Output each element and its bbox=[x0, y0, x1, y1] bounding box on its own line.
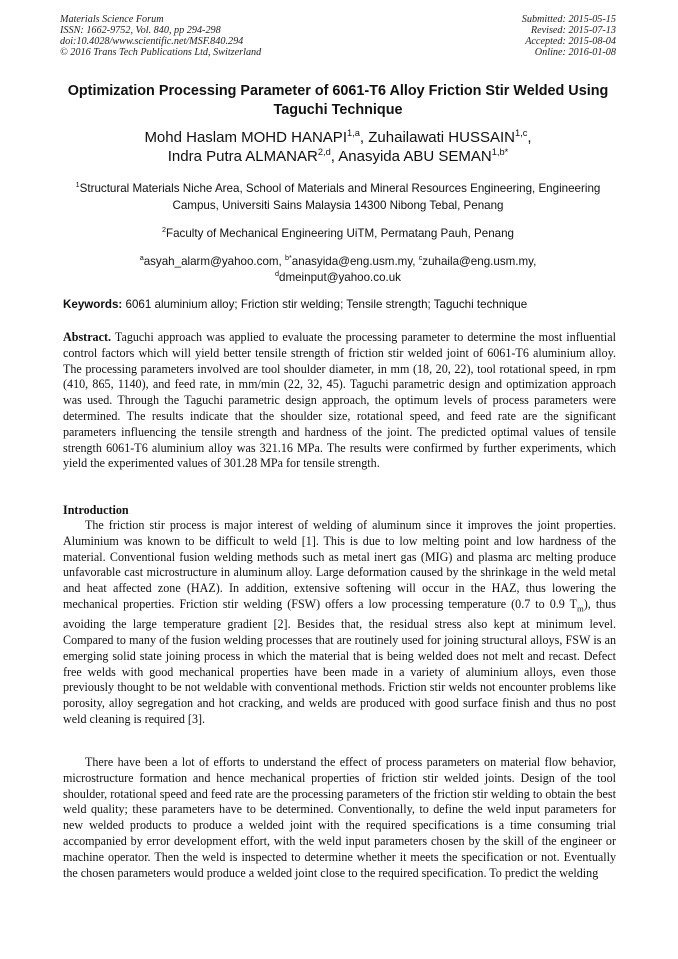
author-name: Mohd Haslam MOHD HANAPI bbox=[144, 129, 347, 146]
date-revised: Revised: 2015-07-13 bbox=[530, 25, 616, 36]
introduction-paragraph-1: The friction stir process is major interest of welding of aluminum since it improves the joint properties. Aluminium was known to be difficult to weld [1]. This is due to low melting point and low hardness of the material. Conventional fusion welding methods such as metal inert gas (MIG) and plasma arc melting produce unfavorable cast microstructure in aluminum alloy. Large deformation caused by the shrinkage in the weld metal and heat affected zone (HAZ). In addition, extensive softening will occur in the HAZ, thus lowering the mechanical properties. Friction stir welding (FSW) offers a low processing temperature (0.7 to 0.9 $T_m$), thus avoiding the large temperature gradient [2]. Besides that, the residual stress also kept at minimum level. Compared to many of the fusion welding processes that are routinely used for joining structural alloys, FSW is an emerging solid state joining process in which the material that is being welded does not melt and recast. Defect free welds with good mechanical properties have been made in a variety of aluminium alloys, even those previously thought to be not weldable with conventional methods. Friction stir welds not encounter problems like porosity, alloy segregation and hot cracking, and welds are produced with good surface finish and thus no post weld cleaning is required [3]. bbox=[63, 518, 617, 726]
introduction-paragraph-2: There have been a lot of efforts to understand the effect of process parameters on material flow behavior, microstructure formation and hence mechanical properties of friction stir welded joints. Design of the tool shoulder, rotational speed and feed rate are the processing parameters of the friction stir welding to obtain the best weld quality; these parameters have to be determined. Conventionally, to define the weld input parameters for new welded products to produce a welded joint with the required specifications is a time consuming trial accompanied by error development effort, with the weld input parameters chosen by the skill of the engineer or machine operator. Then the weld is inspected to determine whether it meets the specification or not. Eventually the chosen parameters would produce a welded joint close to the required specification. To predict the welding bbox=[63, 755, 616, 880]
abstract bbox=[63, 330, 616, 472]
journal-header-right bbox=[522, 14, 616, 58]
journal-doi: doi:10.4028/www.scientific.net/MSF.840.294 bbox=[60, 36, 244, 47]
author-name: Indra Putra ALMANAR bbox=[167, 148, 318, 165]
author-list: Mohd Haslam MOHD HANAPI$^{1,a}$, Zuhailawati HUSSAIN$^{1,c}$, Indra Putra ALMANAR$^{2,d}$, Anasyida ABU $SEMAN^{1,b*}$ bbox=[144, 128, 532, 165]
journal-header-left bbox=[60, 14, 261, 58]
affiliation-mark: 1 bbox=[75, 180, 80, 190]
abstract-label: Abstract. bbox=[63, 330, 112, 344]
author-affiliation-mark: 2,d bbox=[317, 147, 331, 157]
affiliation-mark: 2 bbox=[162, 225, 166, 235]
keywords-text: 6061 aluminium alloy; Friction stir welding; Tensile strength; Taguchi technique bbox=[122, 298, 528, 311]
author-emails: $^a$asyah_alarm@yahoo.com, $^{b*}$anasyida@eng.usm.my, $^c$zuhaila@eng.usm.my, $^d$dmeinput@yahoo.co.uk bbox=[139, 253, 537, 284]
date-accepted: Accepted: 2015-08-04 bbox=[525, 36, 616, 47]
author-name: Anasyida ABU SEMAN bbox=[338, 148, 492, 165]
date-submitted: Submitted: 2015-05-15 bbox=[521, 14, 616, 25]
journal-name: Materials Science Forum bbox=[60, 14, 164, 25]
abstract-text: Taguchi approach was applied to evaluate the processing parameter to determine the most influential control factors which will yield better tensile strength of friction stir welded joint of 6061-T6 aluminium alloy. The processing parameters involved are tool shoulder diameter, in mm (18, 20, 22), tool rotational speed, in rpm (410, 865, 1140), and feed rate, in mm/min (22, 32, 45). Taguchi parametric design and optimization approach was used. Through the Taguchi parametric design approach, the optimum levels of process parameters were determined. The results indicate that the shoulder size, rotational speed, and feed rate are the significant parameters influencing the tensile strength and hardness of the joint. The predicted optimal values of tensile strength 6061-T6 aluminium alloy was 321.16 MPa. The results were confirmed by further experiments, which yield the experimented values of 301.28 MPa for tensile strength. bbox=[63, 330, 616, 471]
affiliation-text: Faculty of Mechanical Engineering UiTM, Permatang Pauh, Penang bbox=[166, 227, 514, 240]
author-affiliation-mark: 1,b* bbox=[491, 147, 509, 157]
author-affiliation-mark: 1,c bbox=[514, 128, 528, 138]
email-link[interactable]: zuhaila@eng.usm.my, bbox=[422, 255, 537, 268]
journal-issn: ISSN: 1662-9752, Vol. 840, pp 294-298 bbox=[60, 25, 221, 36]
journal-copyright: © 2016 Trans Tech Publications Ltd, Switzerland bbox=[60, 47, 262, 58]
section-heading-introduction: Introduction bbox=[63, 503, 129, 517]
affiliation-1 bbox=[60, 180, 616, 214]
author-name: Zuhailawati HUSSAIN bbox=[368, 129, 515, 146]
keywords bbox=[63, 297, 616, 312]
keywords-label: Keywords: bbox=[63, 298, 123, 311]
author-affiliation-mark: 1,a bbox=[346, 128, 360, 138]
affiliation-text: Structural Materials Niche Area, School of Materials and Mineral Resources Engineering, Engineering Campus, Universiti Sains Malaysia 14300 Nibong Tebal, Penang bbox=[79, 182, 601, 212]
email-link[interactable]: asyah_alarm@yahoo.com, bbox=[143, 255, 285, 268]
email-link[interactable]: dmeinput@yahoo.co.uk bbox=[279, 271, 401, 284]
date-online: Online: 2016-01-08 bbox=[534, 47, 616, 58]
email-link[interactable]: anasyida@eng.usm.my, bbox=[291, 255, 419, 268]
affiliation-2 bbox=[60, 225, 616, 242]
paper-title: Optimization Processing Parameter of 6061-T6 Alloy Friction Stir Welded Using Taguchi Technique bbox=[67, 83, 609, 118]
